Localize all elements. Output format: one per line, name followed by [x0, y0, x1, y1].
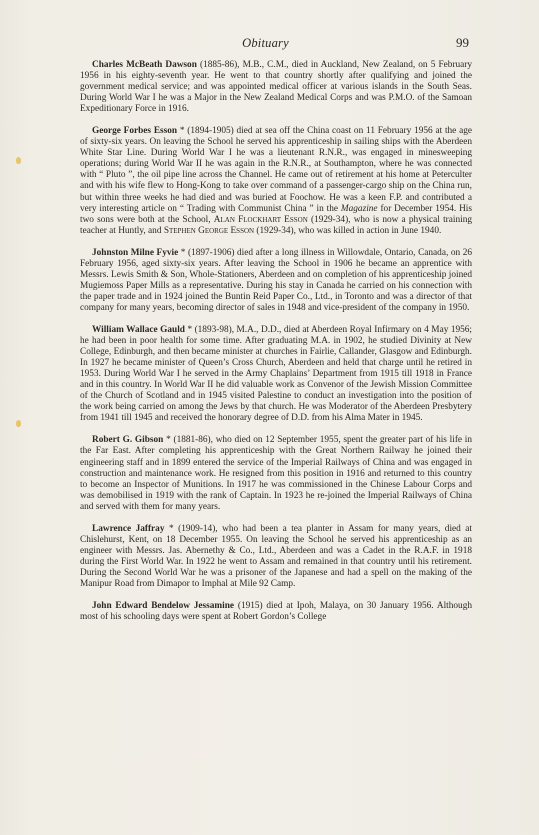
page-number: 99: [456, 35, 469, 50]
margin-mark: [16, 420, 21, 427]
obituary-entry-esson: George Forbes Esson * (1894-1905) died at sea off the China coast on 11 February 1956 at the age of sixty-six years. On leaving the School he served his apprenticeship in sailing ships with the Aberdeen White Star Line. During World War I he was a lieutenant R.N.R., was engaged in minesweeping operations; during World War II he was again in the R.N.R., at Southampton, where he was connected with “ Pluto ”, the oil pipe line across the Channel. He came out of retirement at his home at Peterculter and with his wife flew to Hong-Kong to take over command of a passenger-cargo ship on the China run, but within three weeks he had died and was buried at Foochow. He was a keen F.P. and contributed a very interesting article on “ Trading with Communist China ” in the Magazine for December 1954. His two sons were both at the School, Alan Flockhart Esson (1929-34), who is now a physical training teacher at Huntly, and Stephen George Esson (1929-34), who was killed in action in June 1940.: [80, 126, 473, 236]
obituary-entry-gauld: William Wallace Gauld * (1893-98), M.A., D.D., died at Aberdeen Royal Infirmary on 4 May 1956; he had been in poor health for some time. After graduating M.A. in 1902, he studied Divinity at New College, Edinburgh, and then became minister at churches in Fairlie, Callander, Glasgow and Edinburgh. In 1927 he became minister of Queen’s Cross Church, Aberdeen and held that charge until he retired in 1953. During World War I he served in the Army Chaplains’ Department from 1915 till 1918 in France and in this country. In World War II he did valuable work as Convenor of the Jewish Mission Committee of the Church of Scotland and in 1945 visited Palestine to conduct an investigation into the position of the work being carried on among the Jews by that church. He was Moderator of the Aberdeen Presbytery from 1941 till 1945 and received the honorary degree of D.D. from his Alma Mater in 1945.: [80, 324, 472, 424]
page-header: [62, 36, 469, 54]
obituary-entry-fyvie: Johnston Milne Fyvie * (1897-1906) died after a long illness in Willowdale, Ontario, Canada, on 26 February 1956, aged sixty-six years. After leaving the School in 1906 he became an apprentice with Messrs. Lewis Smith & Son, Whole-Stationers, Aberdeen and on completion of his apprenticeship joined Mugiemoss Paper Mills as a representative. During his stay in Canada he carried on his connection with the paper trade and in 1924 joined the Buntin Reid Paper Co., Ltd., in Toronto and was a director of that company for many years, becoming director of sales in 1948 and vice-president of the company in 1950.: [80, 247, 472, 313]
obituary-list: [80, 60, 472, 634]
running-title: Obituary: [242, 36, 289, 50]
margin-mark: [16, 157, 21, 164]
obituary-entry-jessamine: John Edward Bendelow Jessamine (1915) died at Ipoh, Malaya, on 30 January 1956. Although most of his schooling days were spent at Robert Gordon’s College: [80, 601, 472, 623]
obituary-entry-gibson: Robert G. Gibson * (1881-86), who died on 12 September 1955, spent the greater part of his life in the Far East. After completing his apprenticeship with the Great Northern Railway he joined their engineering staff and in 1899 entered the service of the Imperial Railways of China and was engaged in construction and maintenance work. He resigned from this position in 1916 and returned to this country to become an Inspector of Munitions. In 1917 he was commissioned in the Chinese Labour Corps and was demobilised in 1919 with the rank of Captain. In 1923 he re-joined the Imperial Railways of China and served with them for many years.: [80, 435, 473, 512]
obituary-entry-jaffray: Lawrence Jaffray * (1909-14), who had been a tea planter in Assam for many years, died at Chislehurst, Kent, on 18 December 1955. On leaving the School he served his apprenticeship as an engineer with Messrs. Jas. Abernethy & Co., Ltd., Aberdeen and was a Cadet in the R.A.F. in 1918 during the First World War. In 1922 he went to Assam and remained in that country until his retirement. During the Second World War he was a prisoner of the Japanese and had a spell on the making of the Manipur Road from Dimapor to Imphal at Mile 92 Camp.: [80, 523, 473, 589]
obituary-entry-dawson: Charles McBeath Dawson (1885-86), M.B., C.M., died in Auckland, New Zealand, on 5 February 1956 in his eighty-seventh year. He went to that country shortly after qualifying and joined the government medical service; and was appointed medical officer at various islands in the South Seas. During World War I he was a Major in the New Zealand Medical Corps and was P.M.O. of the Samoan Expeditionary Force in 1916.: [80, 60, 473, 115]
